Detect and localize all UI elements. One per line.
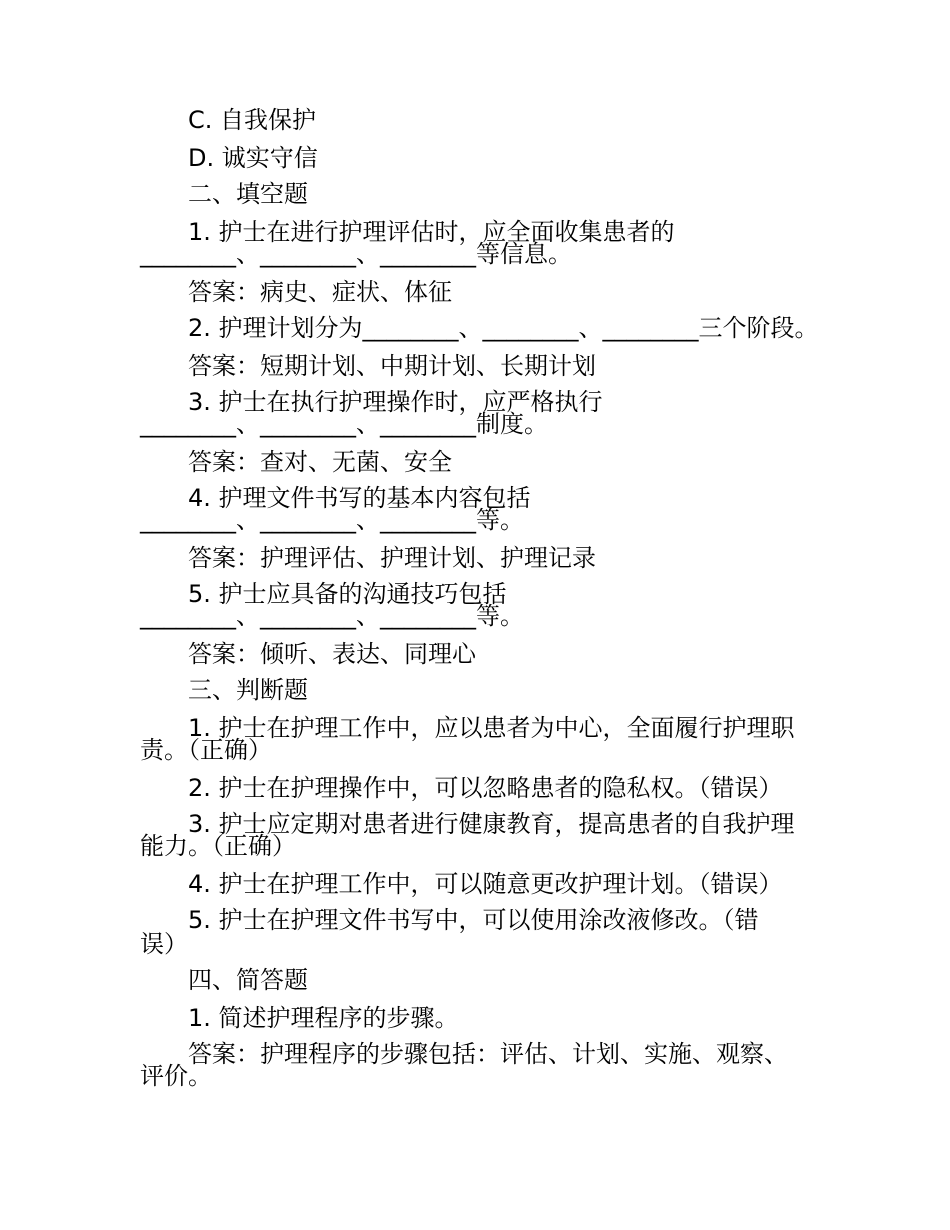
section-heading-fill-in: 二、填空题 xyxy=(188,180,308,208)
fill-question-3-blanks: ________、________、________制度。 xyxy=(140,410,548,438)
fill-answer-1: 答案：病史、症状、体征 xyxy=(188,278,452,306)
fill-question-5: 5. 护士应具备的沟通技巧包括 xyxy=(188,580,507,608)
judge-item-3: 3. 护士应定期对患者进行健康教育，提高患者的自我护理 xyxy=(188,810,795,838)
fill-answer-5: 答案：倾听、表达、同理心 xyxy=(188,640,476,668)
section-heading-short-answer: 四、简答题 xyxy=(188,966,308,994)
judge-item-1-cont: 责。（正确） xyxy=(140,736,272,764)
judge-item-5: 5. 护士在护理文件书写中，可以使用涂改液修改。（错 xyxy=(188,906,759,934)
short-question-1: 1. 简述护理程序的步骤。 xyxy=(188,1004,459,1032)
judge-item-2: 2. 护士在护理操作中，可以忽略患者的隐私权。（错误） xyxy=(188,774,783,802)
option-d: D. 诚实守信 xyxy=(188,144,318,172)
fill-question-1-blanks: ________、________、________等信息。 xyxy=(140,240,572,268)
fill-question-4: 4. 护理文件书写的基本内容包括 xyxy=(188,484,531,512)
judge-item-3-cont: 能力。（正确） xyxy=(140,832,296,860)
fill-question-3: 3. 护士在执行护理操作时，应严格执行 xyxy=(188,388,603,416)
judge-item-1: 1. 护士在护理工作中，应以患者为中心，全面履行护理职 xyxy=(188,714,795,742)
fill-answer-3: 答案：查对、无菌、安全 xyxy=(188,448,452,476)
fill-question-4-blanks: ________、________、________等。 xyxy=(140,506,524,534)
short-answer-1-cont: 评价。 xyxy=(140,1062,212,1090)
section-heading-true-false: 三、判断题 xyxy=(188,676,308,704)
fill-answer-4: 答案：护理评估、护理计划、护理记录 xyxy=(188,544,596,572)
fill-question-5-blanks: ________、________、________等。 xyxy=(140,602,524,630)
judge-item-5-cont: 误） xyxy=(140,930,188,958)
short-answer-1: 答案：护理程序的步骤包括：评估、计划、实施、观察、 xyxy=(188,1040,788,1068)
fill-answer-2: 答案：短期计划、中期计划、长期计划 xyxy=(188,352,596,380)
judge-item-4: 4. 护士在护理工作中，可以随意更改护理计划。（错误） xyxy=(188,870,783,898)
fill-question-2: 2. 护理计划分为________、________、________三个阶段。 xyxy=(188,314,819,342)
option-c: C. 自我保护 xyxy=(188,106,317,134)
fill-question-1: 1. 护士在进行护理评估时，应全面收集患者的 xyxy=(188,218,675,246)
